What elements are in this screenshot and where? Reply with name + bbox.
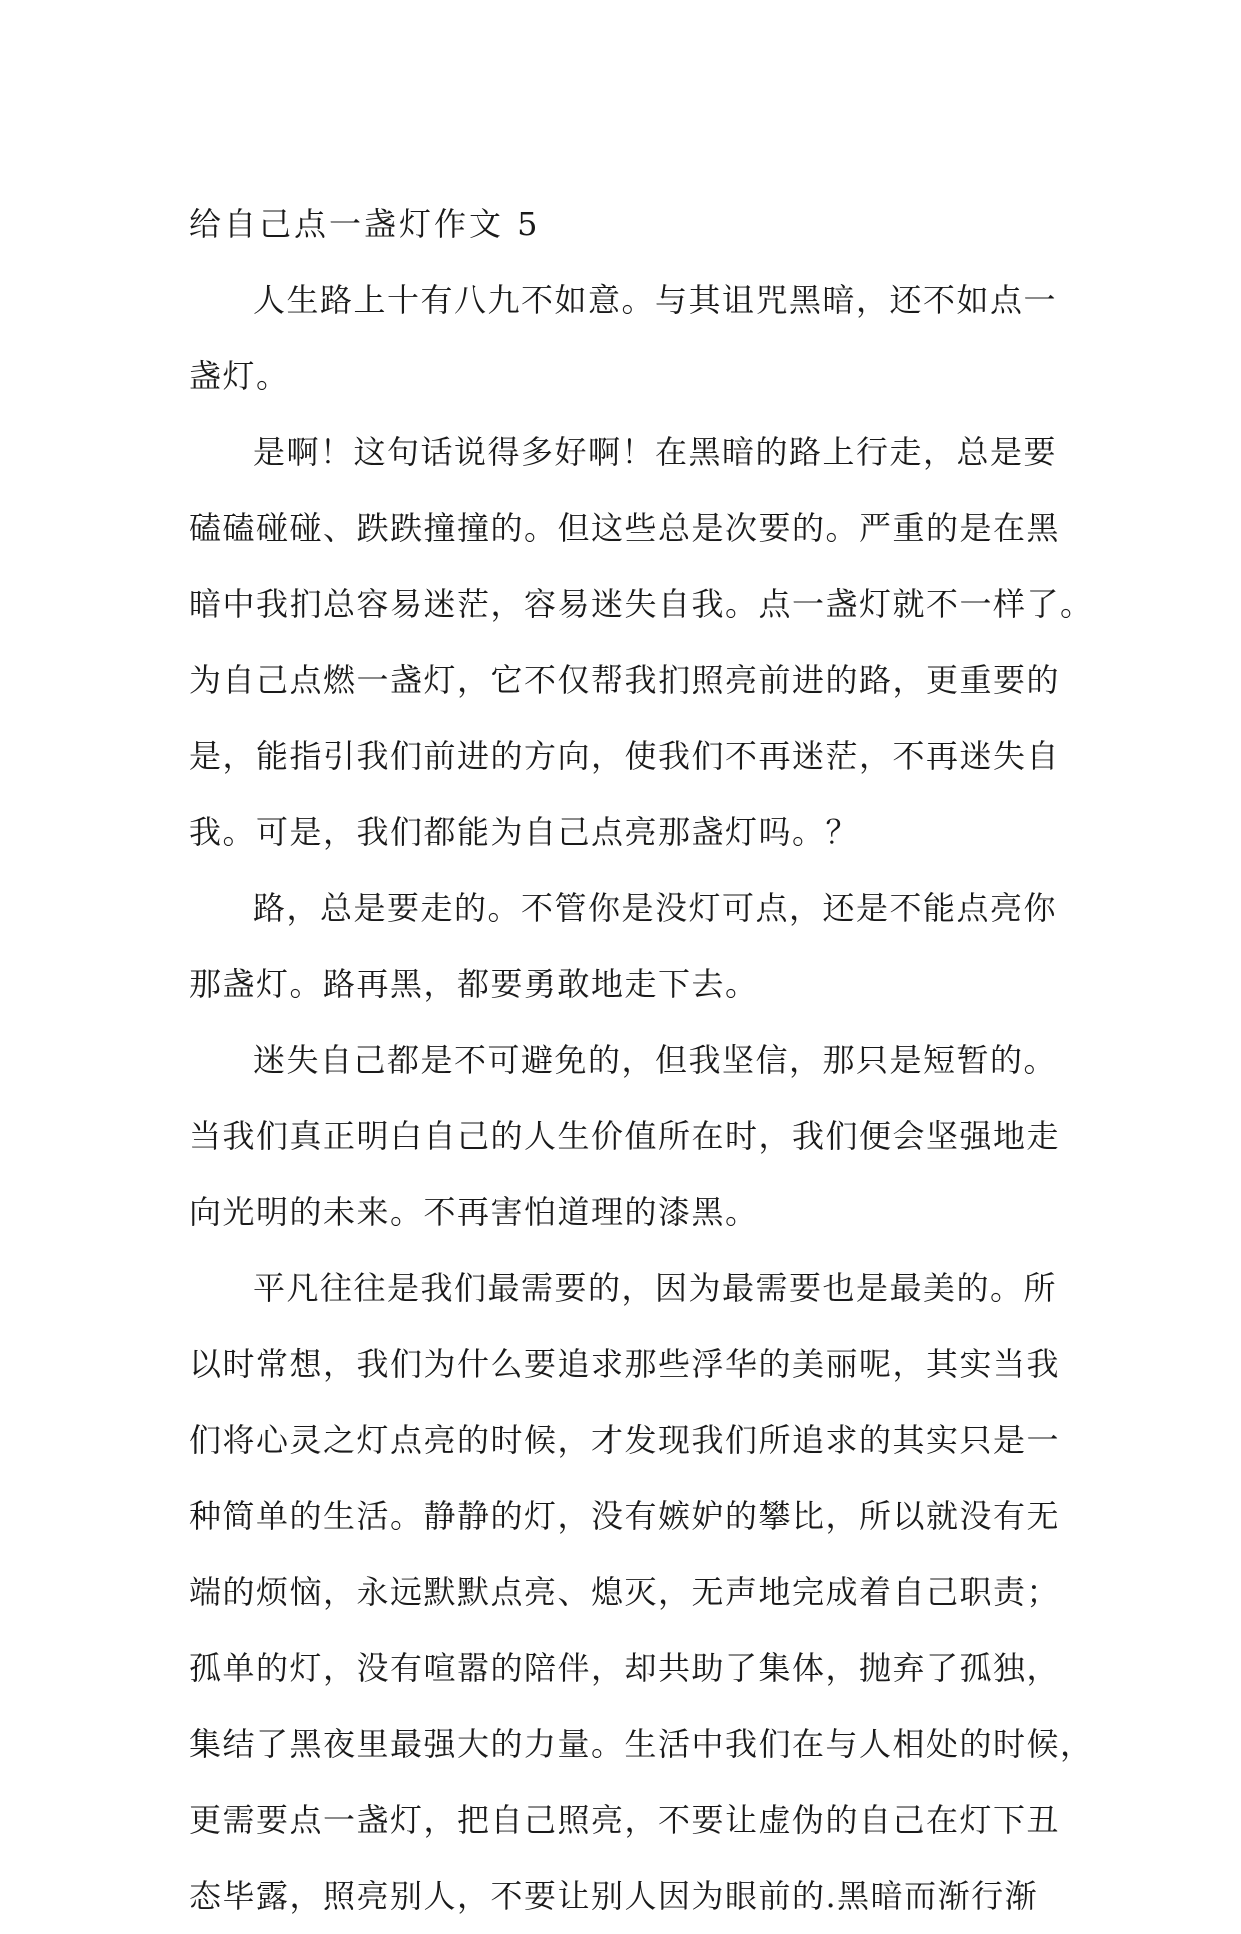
paragraph-line: 是，能指引我们前进的方向，使我们不再迷茫，不再迷失自	[189, 737, 1061, 775]
paragraph-line: 我。可是，我们都能为自己点亮那盏灯吗。？	[189, 813, 860, 851]
paragraph-line: 盏灯。	[189, 357, 290, 395]
paragraph	[189, 1022, 1061, 1250]
paragraph	[189, 1250, 1094, 1934]
paragraph-line: 平凡往往是我们最需要的，因为最需要也是最美的。所	[253, 1269, 1058, 1307]
paragraph	[189, 414, 1094, 870]
paragraph-line: 孤单的灯，没有喧嚣的陪伴，却共助了集体，抛弃了孤独，	[189, 1649, 1061, 1687]
paragraph	[189, 262, 1058, 414]
paragraph-line: 路，总是要走的。不管你是没灯可点，还是不能点亮你	[253, 889, 1058, 927]
paragraph-line: 是啊！这句话说得多好啊！在黑暗的路上行走，总是要	[253, 433, 1058, 471]
paragraph-line: 集结了黑夜里最强大的力量。生活中我们在与人相处的时候，	[189, 1725, 1094, 1763]
paragraph-list	[189, 262, 1094, 1934]
paragraph-line: 那盏灯。路再黑，都要勇敢地走下去。	[189, 965, 759, 1003]
paragraph-line: 种简单的生活。静静的灯，没有嫉妒的攀比，所以就没有无	[189, 1497, 1061, 1535]
paragraph-line: 更需要点一盏灯，把自己照亮，不要让虚伪的自己在灯下丑	[189, 1801, 1061, 1839]
paragraph-line: 为自己点燃一盏灯，它不仅帮我扪照亮前进的路，更重要的	[189, 661, 1061, 699]
paragraph-line: 端的烦恼，永远默默点亮、熄灭，无声地完成着自己职责；	[189, 1573, 1061, 1611]
paragraph-line: 当我们真正明白自己的人生价值所在时，我们便会坚强地走	[189, 1117, 1061, 1155]
paragraph-line: 向光明的未来。不再害怕道理的漆黑。	[189, 1193, 759, 1231]
paragraph-line: 磕磕碰碰、跌跌撞撞的。但这些总是次要的。严重的是在黑	[189, 509, 1061, 547]
paragraph-line: 以时常想，我们为什么要追求那些浮华的美丽呢，其实当我	[189, 1345, 1061, 1383]
paragraph-line: 迷失自己都是不可避免的，但我坚信，那只是短暂的。	[253, 1041, 1058, 1079]
essay-body	[189, 186, 1094, 1934]
paragraph-line: 态毕露，照亮别人，不要让别人因为眼前的.黑暗而渐行渐	[189, 1877, 1039, 1915]
paragraph-line: 们将心灵之灯点亮的时候，才发现我们所追求的其实只是一	[189, 1421, 1061, 1459]
paragraph	[189, 870, 1058, 1022]
essay-title: 给自己点一盏灯作文 5	[189, 205, 541, 243]
paragraph-line: 暗中我扪总容易迷茫，容易迷失自我。点一盏灯就不一样了。	[189, 585, 1094, 623]
paragraph-line: 人生路上十有八九不如意。与其诅咒黑暗，还不如点一	[253, 281, 1058, 319]
